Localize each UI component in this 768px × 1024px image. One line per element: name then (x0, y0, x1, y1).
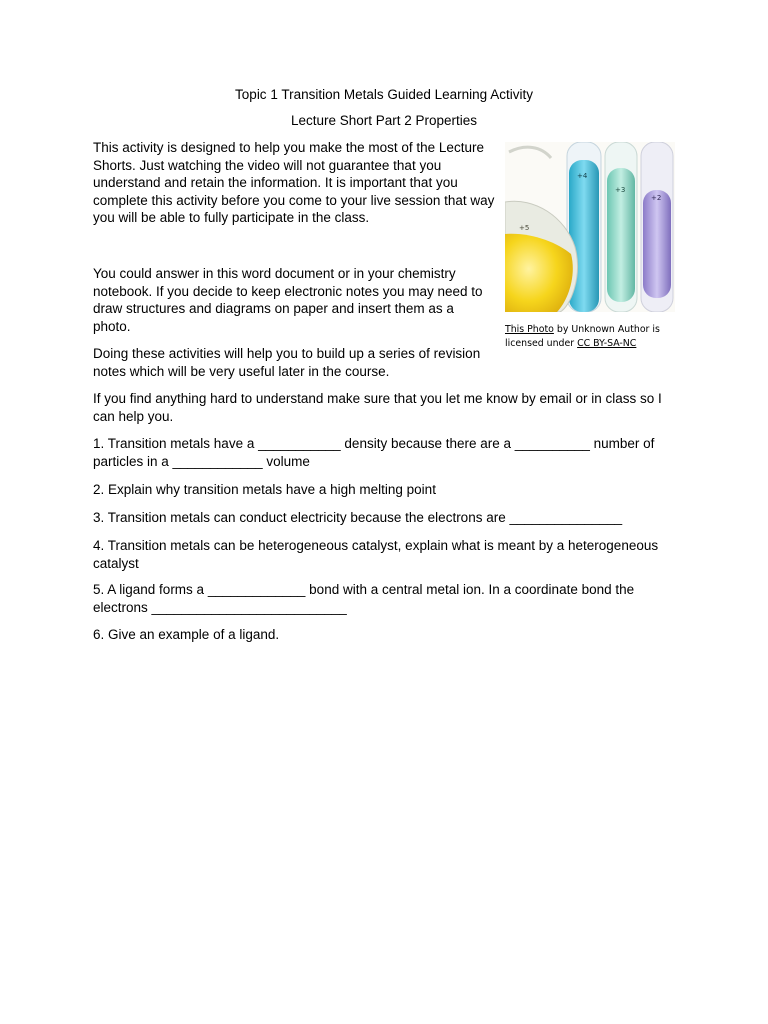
caption-text: by Unknown Author is licensed under (505, 324, 660, 349)
question-1: 1. Transition metals have a ___________ density because there are a __________ number of particles in a ____________ volume (93, 436, 655, 469)
question-3: 3. Transition metals can conduct electricity because the electrons are _______________ (93, 510, 623, 525)
intro-paragraph-2: You could answer in this word document or in your chemistry notebook. If you decide to keep electronic notes you may need to draw structures and diagrams on paper and insert them as a photo. (93, 266, 483, 334)
document-subtitle: Lecture Short Part 2 Properties (290, 113, 478, 128)
photo-caption (505, 323, 680, 351)
tube-label-plus2: +2 (651, 194, 662, 202)
intro-paragraph-1: This activity is designed to help you make the most of the Lecture Shorts. Just watching the video will not guarantee that you understand and retain the information. It is important that you complete this activity before you come to your live session that way you will be able to fully participate in the class. (93, 140, 495, 226)
tube-label-plus4: +4 (577, 172, 588, 180)
flask-label-plus5: +5 (519, 224, 530, 232)
question-4: 4. Transition metals can be heterogeneous catalyst, explain what is meant by a heterogeneous catalyst (93, 538, 659, 571)
question-5: 5. A ligand forms a _____________ bond with a central metal ion. In a coordinate bond the electrons __________________________ (93, 582, 635, 615)
document-title: Topic 1 Transition Metals Guided Learning Activity (235, 87, 533, 102)
question-2: 2. Explain why transition metals have a high melting point (93, 482, 436, 497)
intro-paragraph-3: Doing these activities will help you to build up a series of revision notes which will be very useful later in the course. (93, 346, 481, 379)
test-tubes-illustration (505, 142, 675, 312)
photo-source-link[interactable]: This Photo (505, 324, 554, 335)
question-6: 6. Give an example of a ligand. (93, 627, 280, 642)
license-link[interactable]: CC BY-SA-NC (577, 338, 637, 349)
intro-paragraph-4: If you find anything hard to understand make sure that you let me know by email or in class so I can help you. (93, 391, 662, 424)
tube-label-plus3: +3 (615, 186, 626, 194)
test-tubes-photo (505, 142, 675, 312)
